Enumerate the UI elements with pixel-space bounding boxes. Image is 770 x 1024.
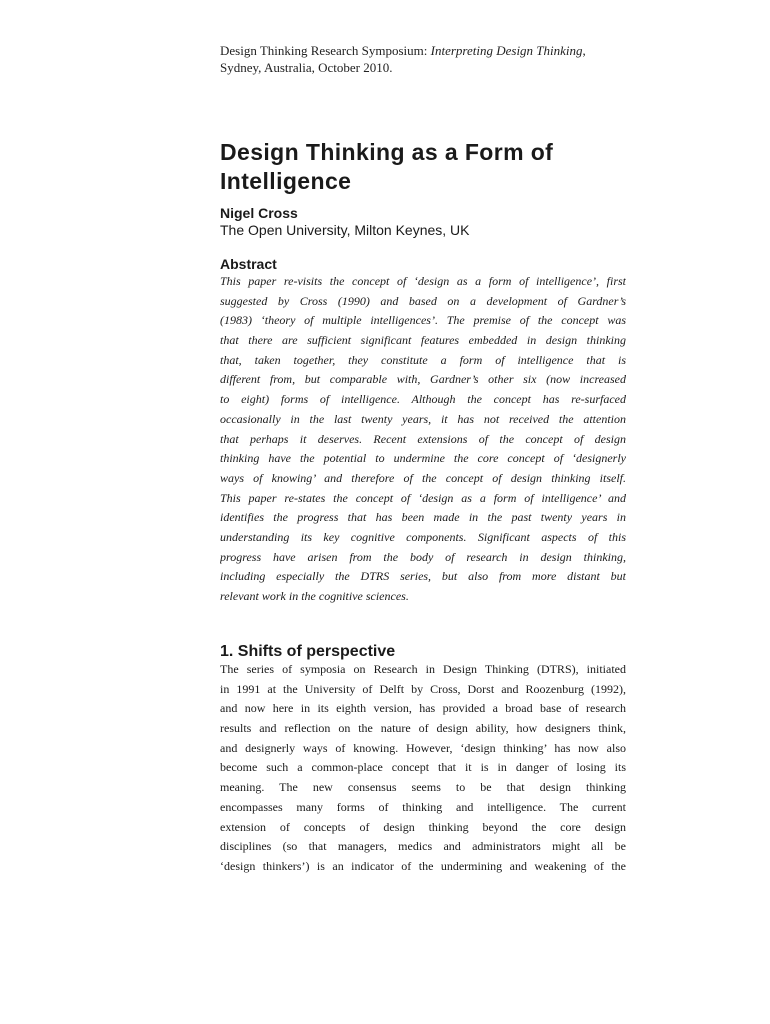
abstract-line: This paper re-visits the concept of ‘design as a form of intelligence’, first: [220, 274, 626, 288]
body-line: ‘design thinkers’) is an indicator of the undermining and weakening of the: [220, 858, 626, 873]
section-heading: 1. Shifts of perspective: [220, 643, 396, 660]
body-line: The series of symposia on Research in Design Thinking (DTRS), initiated: [220, 662, 626, 676]
body-line: disciplines (so that managers, medics and administrators might all be: [220, 839, 626, 854]
abstract-heading: Abstract: [220, 256, 277, 272]
abstract-line: relevant work in the cognitive sciences.: [220, 589, 409, 603]
abstract-line: This paper re-states the concept of ‘design as a form of intelligence’ and: [220, 490, 626, 505]
abstract-line: ways of knowing’ and therefore of the concept of design thinking itself.: [220, 470, 626, 485]
abstract-line: that there are sufficient significant features embedded in design thinking: [220, 333, 626, 348]
author-name: Nigel Cross: [220, 205, 298, 221]
running-header: [220, 42, 640, 76]
header-location-date: Sydney, Australia, October 2010.: [220, 60, 393, 75]
body-line: and designerly ways of knowing. However, ‘design thinking’ has now also: [220, 740, 626, 755]
abstract-line: (1983) ‘theory of multiple intelligences’. The premise of the concept was: [220, 313, 626, 328]
header-proceedings-title: Interpreting Design Thinking: [430, 43, 583, 58]
abstract-line: progress have arisen from the body of research in design thinking,: [220, 549, 626, 564]
abstract-line: occasionally in the last twenty years, it has not received the attention: [220, 411, 626, 426]
abstract-line: to eight) forms of intelligence. Although the concept has re-surfaced: [220, 392, 626, 407]
body-line: results and reflection on the nature of design ability, how designers think,: [220, 721, 626, 736]
abstract-line: different from, but comparable with, Gardner’s other six (now increased: [220, 372, 626, 387]
section-body: [220, 660, 626, 877]
abstract-line: identifies the progress that has been made in the past twenty years in: [220, 510, 626, 525]
abstract-line: that perhaps it deserves. Recent extensions of the concept of design: [220, 431, 626, 446]
body-line: extension of concepts of design thinking beyond the core design: [220, 819, 626, 834]
abstract-line: thinking have the potential to undermine the core concept of ‘designerly: [220, 451, 626, 466]
abstract-line: understanding its key cognitive components. Significant aspects of this: [220, 529, 626, 544]
abstract-line: suggested by Cross (1990) and based on a development of Gardner’s: [220, 293, 626, 308]
abstract-body: [220, 272, 626, 607]
author-affiliation: The Open University, Milton Keynes, UK: [220, 222, 470, 238]
paper-title-line-1: Design Thinking as a Form of: [220, 139, 554, 165]
body-line: meaning. The new consensus seems to be that design thinking: [220, 780, 626, 795]
abstract-line: that, taken together, they constitute a form of intelligence that is: [220, 352, 626, 367]
body-line: become such a common-place concept that it is in danger of losing its: [220, 760, 626, 775]
paper-title: [220, 138, 640, 196]
body-line: in 1991 at the University of Delft by Cross, Dorst and Roozenburg (1992),: [220, 681, 626, 696]
header-suffix: ,: [582, 43, 586, 58]
body-line: and now here in its eighth version, has provided a broad base of research: [220, 701, 626, 716]
paper-title-line-2: Intelligence: [220, 168, 352, 194]
body-line: encompasses many forms of thinking and intelligence. The current: [220, 799, 626, 814]
header-prefix: Design Thinking Research Symposium:: [220, 43, 431, 58]
abstract-line: including especially the DTRS series, but also from more distant but: [220, 569, 626, 584]
